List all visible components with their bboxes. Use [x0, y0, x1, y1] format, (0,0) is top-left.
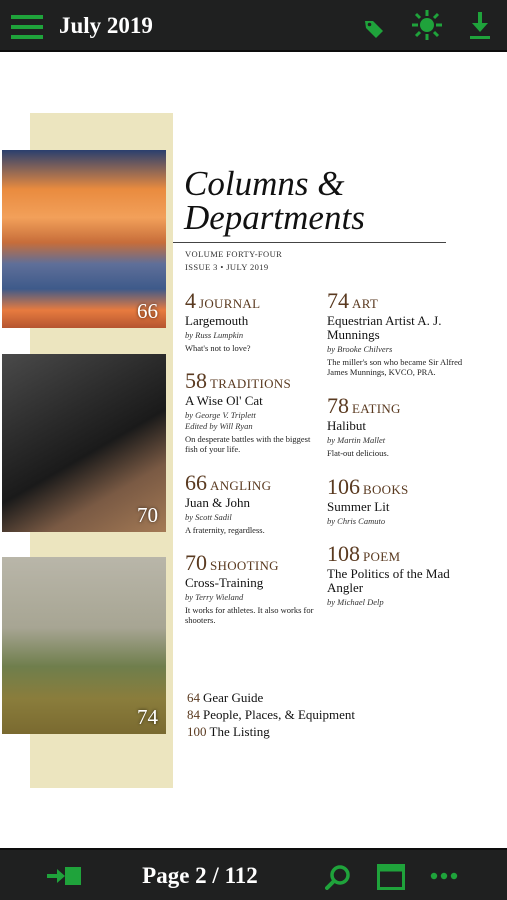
page-indicator: Page 2 / 112	[142, 863, 258, 888]
toc-entry[interactable]: 108 POEM The Politics of the Mad Angler by Michael Delp	[327, 541, 450, 607]
photo-horse-race[interactable]	[2, 557, 166, 734]
issue-title: July 2019	[59, 13, 153, 38]
toc-entry[interactable]: 106 BOOKS Summer Lit by Chris Camuto	[327, 474, 409, 526]
volume-info: VOLUME FORTY-FOUR ISSUE 3 • JULY 2019	[185, 249, 283, 272]
download-icon[interactable]	[470, 12, 490, 40]
photo-page-number: 74	[137, 705, 158, 729]
photo-shotgun[interactable]	[2, 354, 166, 532]
extras-item[interactable]: 64 Gear Guide	[187, 690, 264, 705]
toc-entry[interactable]: 78 EATING Halibut by Martin Mallet Flat-out delicious.	[327, 393, 401, 458]
page-heading: Columns & Departments	[184, 164, 365, 237]
toc-entry[interactable]: 66 ANGLING Juan & John by Scott Sadil A fraternity, regardless.	[185, 470, 272, 535]
photo-sunset-sky[interactable]	[2, 150, 166, 328]
top-toolbar	[0, 0, 507, 52]
photo-page-number: 70	[137, 503, 158, 527]
heading-divider	[173, 242, 446, 243]
toc-entry[interactable]: 70 SHOOTING Cross-Training by Terry Wieland It works for athletes. It also works for shooters.	[185, 550, 314, 625]
window-icon[interactable]	[377, 864, 405, 890]
photo-page-number: 66	[137, 299, 158, 323]
tag-icon[interactable]	[364, 19, 384, 39]
exit-icon[interactable]	[47, 865, 81, 887]
bottom-toolbar	[0, 848, 507, 900]
brightness-icon[interactable]	[412, 10, 442, 40]
more-icon[interactable]	[430, 872, 458, 880]
toc-entry[interactable]: 4 JOURNAL Largemouth by Russ Lumpkin What's not to love?	[185, 288, 261, 353]
extras-item[interactable]: 100 The Listing	[187, 724, 270, 739]
toc-entry[interactable]: 74 ART Equestrian Artist A. J. Munnings by Brooke Chilvers The miller's son who became Sir Alfred James Munnings, KVCO, PRA.	[327, 288, 463, 377]
toc-entry[interactable]: 58 TRADITIONS A Wise Ol' Cat by George V. Triplett Edited by Will Ryan On desperate battles with the biggest fish of your life.	[185, 368, 311, 454]
extras-item[interactable]: 84 People, Places, & Equipment	[187, 707, 356, 722]
menu-icon[interactable]	[11, 14, 43, 40]
extras-list	[187, 689, 355, 740]
search-icon[interactable]	[325, 864, 351, 890]
